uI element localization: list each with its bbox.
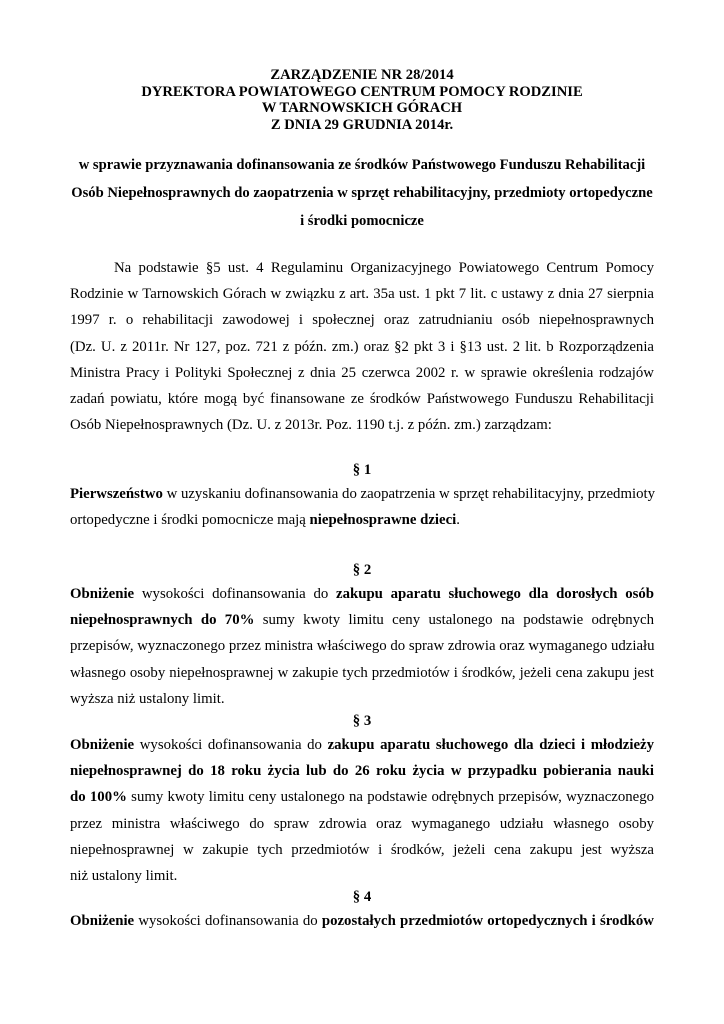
section-2-heading: § 2 [352, 562, 372, 578]
subject-line: Osób Niepełnosprawnych do zaopatrzenia w sprzęt rehabilitacyjny, przedmioty ortopedyczne [71, 185, 653, 201]
section-line [70, 581, 654, 607]
bold-phrase: Pierwszeństwo [70, 486, 163, 502]
text-run: sumy kwoty limitu ceny ustalonego na podstawie odrębnych [254, 612, 654, 629]
order-date: Z DNIA 29 GRUDNIA 2014r. [270, 116, 454, 133]
text-run: wysokości dofinansowania do [134, 737, 328, 753]
document-subject [70, 151, 654, 235]
section-4-paragraph [70, 908, 654, 934]
section-line [70, 732, 654, 758]
preamble-line: Ministra Pracy i Polityki Społecznej z dnia 25 czerwca 2002 r. w sprawie określenia rodzajów [70, 364, 654, 381]
section-2-paragraph [70, 581, 654, 712]
bold-phrase: Obniżenie [70, 737, 135, 753]
text-run: ortopedyczne i środki pomocnicze mają [70, 512, 310, 529]
section-line [70, 607, 654, 633]
bold-phrase: zakupu aparatu słuchowego dla dorosłych osób [336, 586, 654, 602]
text-run: wysokości dofinansowania do [134, 913, 322, 929]
section-line: własnego osoby niepełnosprawnej w zakupie tych przedmiotów i środków, jeżeli cena zakupu jest [70, 664, 654, 681]
section-line [70, 507, 654, 533]
subject-line: i środki pomocnicze [300, 213, 424, 229]
section-line [70, 758, 654, 784]
section-line: przepisów, wyznaczonego przez ministra właściwego do spraw zdrowia oraz wymaganego udziału [70, 638, 655, 655]
preamble-line: 1997 r. o rehabilitacji zawodowej i społecznej oraz zatrudnianiu osób niepełnosprawnych [70, 312, 654, 329]
bold-phrase: niepełnosprawne dzieci [309, 512, 457, 529]
text-run: . [456, 512, 460, 529]
section-line: niż ustalony limit. [70, 868, 178, 885]
section-line [70, 908, 654, 934]
preamble-line: (Dz. U. z 2011r. Nr 127, poz. 721 z późn. zm.) oraz §2 pkt 3 i §13 ust. 2 lit. b Rozporządzenia [70, 338, 654, 355]
bold-phrase: niepełnosprawnych do 70% [70, 612, 255, 629]
bold-phrase: niepełnosprawnej do 18 roku życia lub do 26 roku życia w przypadku pobierania nauki [70, 763, 654, 780]
bold-phrase: zakupu aparatu słuchowego dla dzieci i młodzieży [327, 737, 654, 753]
section-line [70, 481, 654, 507]
text-run: w uzyskaniu dofinansowania do zaopatrzenia w sprzęt rehabilitacyjny, przedmioty [162, 486, 655, 502]
order-number: ZARZĄDZENIE NR 28/2014 [270, 67, 454, 83]
section-line: niepełnosprawnej w zakupie tych przedmiotów i środków, jeżeli cena zakupu jest wyższa [70, 841, 654, 858]
bold-phrase: Obniżenie [70, 913, 135, 929]
section-1-paragraph [70, 481, 654, 533]
issuer-title: DYREKTORA POWIATOWEGO CENTRUM POMOCY RODZINIE [141, 83, 583, 100]
bold-phrase: do 100% [70, 789, 127, 806]
section-line: przez ministra właściwego do spraw zdrowia oraz wymaganego udziału własnego osoby [70, 815, 654, 832]
bold-phrase: pozostałych przedmiotów ortopedycznych i środków [321, 913, 654, 929]
preamble-line: Rodzinie w Tarnowskich Górach w związku z art. 35a ust. 1 pkt 7 lit. c ustawy z dnia 27 sierpnia [70, 286, 654, 303]
preamble-line: Osób Niepełnosprawnych (Dz. U. z 2013r. Poz. 1190 t.j. z późn. zm.) zarządzam: [70, 417, 552, 434]
section-3-heading: § 3 [352, 713, 372, 729]
bold-phrase: Obniżenie [70, 586, 135, 602]
section-line [70, 784, 654, 810]
text-run: sumy kwoty limitu ceny ustalonego na podstawie odrębnych przepisów, wyznaczonego [126, 789, 654, 806]
document-header [70, 67, 654, 133]
section-3-paragraph [70, 732, 654, 889]
issuer-location: W TARNOWSKICH GÓRACH [261, 100, 463, 117]
section-4-heading: § 4 [352, 889, 372, 905]
text-run: wysokości dofinansowania do [134, 586, 337, 602]
section-1-heading: § 1 [352, 462, 372, 478]
subject-line: w sprawie przyznawania dofinansowania ze środków Państwowego Funduszu Rehabilitacji [78, 157, 646, 173]
preamble-line: zadań powiatu, które mogą być finansowane ze środków Państwowego Funduszu Rehabilitacji [70, 391, 654, 408]
preamble-paragraph [70, 255, 654, 438]
preamble-line: Na podstawie §5 ust. 4 Regulaminu Organizacyjnego Powiatowego Centrum Pomocy [114, 260, 654, 276]
section-line: wyższa niż ustalony limit. [70, 690, 225, 707]
